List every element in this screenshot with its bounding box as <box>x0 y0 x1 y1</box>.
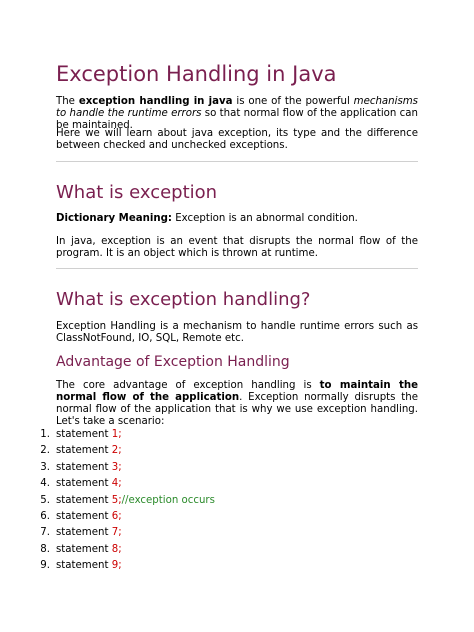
exception-definition-paragraph: In java, exception is an event that disrupts the normal flow of the program. It is an object which is thrown at runtime. <box>56 236 418 259</box>
code-line: 2. statement 2; <box>40 445 122 457</box>
subheading-advantage: Advantage of Exception Handling <box>56 354 290 370</box>
code-line: 1. statement 1; <box>40 429 122 440</box>
section-heading-what-is-exception: What is exception <box>56 182 218 203</box>
code-line: 9. statement 9; <box>40 560 122 572</box>
advantage-paragraph <box>56 380 418 428</box>
code-line: 3. statement 3; <box>40 461 122 473</box>
advantage-text-a: The core advantage of exception handling is <box>56 380 320 391</box>
dictionary-text: Exception is an abnormal condition. <box>171 213 358 224</box>
intro-text-a: The <box>56 96 79 107</box>
code-line: 6. statement 6; <box>40 510 122 522</box>
intro-text-c: so that normal flow of the application can be maintained. <box>56 108 418 131</box>
code-line: 8. statement 8; <box>40 543 122 555</box>
intro-paragraph-2: Here we will learn about java exception, its type and the difference between checked and unchecked exceptions. <box>56 128 418 151</box>
intro-italic-text: mechanisms to handle the runtime errors <box>56 96 418 119</box>
advantage-text-b: . Exception normally disrupts the normal flow of the application that is why we use exception handling. Let's take a scenario: <box>56 392 418 427</box>
code-line: 7. statement 7; <box>40 527 122 539</box>
intro-text-b: is one of the powerful <box>232 96 354 107</box>
code-statement-list <box>36 428 215 576</box>
intro-paragraph <box>56 96 418 132</box>
page-title: Exception Handling in Java <box>56 62 337 86</box>
code-line: 5. statement 5;//exception occurs <box>40 494 215 506</box>
advantage-bold-text: to maintain the normal flow of the application <box>56 380 418 403</box>
section-divider <box>56 268 418 269</box>
intro-bold-text: exception handling in java <box>78 96 233 107</box>
code-comment: //exception occurs <box>121 494 215 506</box>
dictionary-meaning-paragraph <box>56 213 418 225</box>
code-line: 4. statement 4; <box>40 478 122 490</box>
exception-handling-paragraph: Exception Handling is a mechanism to handle runtime errors such as ClassNotFound, IO, SQL, Remote etc. <box>56 321 418 344</box>
dictionary-label: Dictionary Meaning: <box>56 213 172 224</box>
section-heading-exception-handling: What is exception handling? <box>56 289 311 310</box>
section-divider <box>56 161 418 162</box>
